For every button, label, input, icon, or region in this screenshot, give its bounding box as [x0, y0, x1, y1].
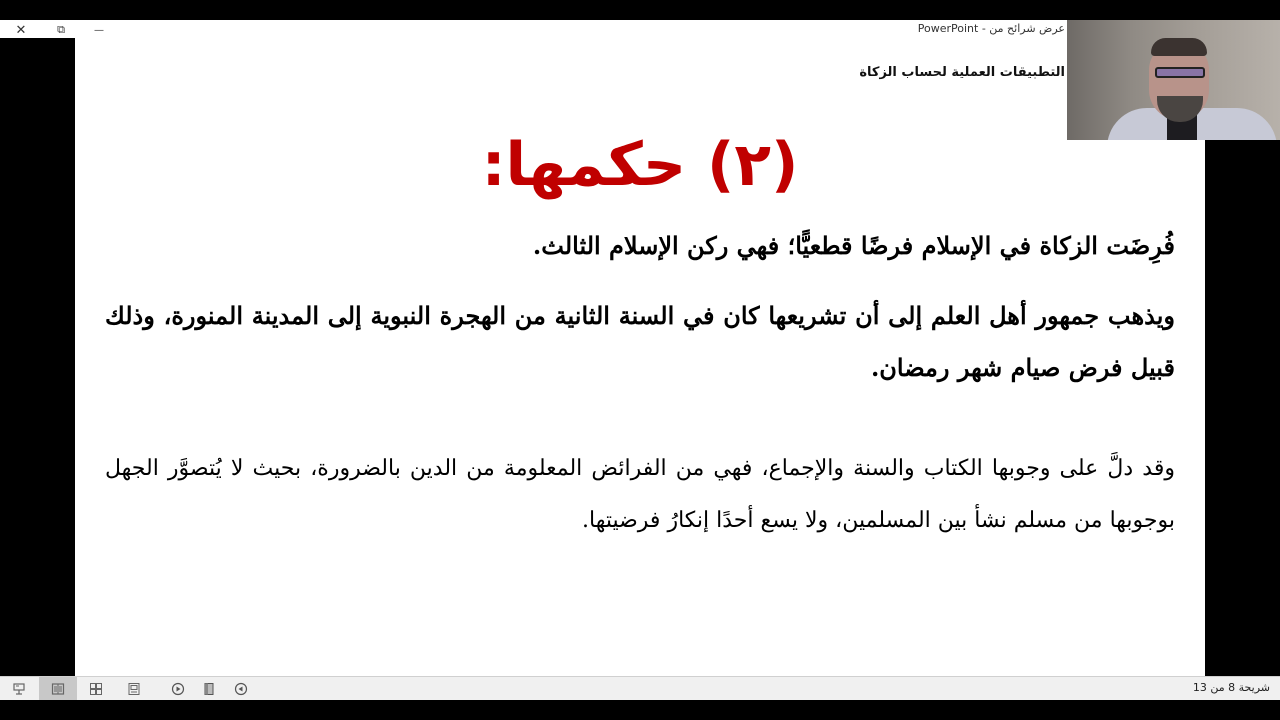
reading-view-icon [51, 682, 65, 696]
left-letterbox [0, 38, 75, 676]
normal-view-button[interactable] [39, 677, 77, 700]
minimize-button[interactable]: — [94, 24, 104, 36]
bottom-black-bar [0, 700, 1280, 720]
menu-button[interactable] [194, 677, 224, 700]
notes-page-button[interactable] [119, 677, 149, 700]
next-icon [171, 682, 185, 696]
slide-canvas[interactable] [75, 38, 1205, 676]
presenter-hair [1151, 38, 1207, 56]
paragraph-1: فُرِضَت الزكاة في الإسلام فرضًا قطعيًّا؛ فهي ركن الإسلام الثالث. [532, 231, 1175, 260]
paragraph-2: ويذهب جمهور أهل العلم إلى أن تشريعها كان في السنة الثانية من الهجرة النبوية إلى المدينة المنورة، وذلك قبيل فرض صيام شهر رمضان. [105, 301, 1175, 382]
webcam-overlay [1067, 20, 1280, 140]
grid-icon [89, 682, 103, 696]
presenter-view-button[interactable] [4, 677, 34, 700]
next-slide-button[interactable] [163, 677, 193, 700]
presenter-glasses [1155, 67, 1205, 78]
notes-icon [127, 682, 141, 696]
slide-counter: شريحة 8 من 13 [1192, 681, 1270, 694]
panel-icon [202, 682, 216, 696]
restore-button[interactable]: ⧉ [57, 23, 65, 36]
close-button[interactable]: ✕ [15, 22, 27, 38]
previous-icon [234, 682, 248, 696]
top-black-bar [0, 0, 1280, 20]
paragraph-3: وقد دلَّ على وجوبها الكتاب والسنة والإجماع، فهي من الفرائض المعلومة من الدين بالضرورة، بحيث لا يُتصوَّر الجهل بوجوبها من مسلم نشأ بين المسلمين، ولا يسع أحدًا إنكارُ فرضيتها. [105, 456, 1175, 533]
status-bar [0, 676, 1280, 700]
previous-slide-button[interactable] [226, 677, 256, 700]
slide-title: (٢) حكمها: [481, 130, 799, 200]
window-title: عرض شرائح من - PowerPoint [917, 22, 1065, 35]
slide-sorter-button[interactable] [81, 677, 111, 700]
right-letterbox [1205, 140, 1280, 676]
presenter-icon [12, 682, 26, 696]
slide-header: التطبيقات العملية لحساب الزكاة [859, 65, 1065, 80]
